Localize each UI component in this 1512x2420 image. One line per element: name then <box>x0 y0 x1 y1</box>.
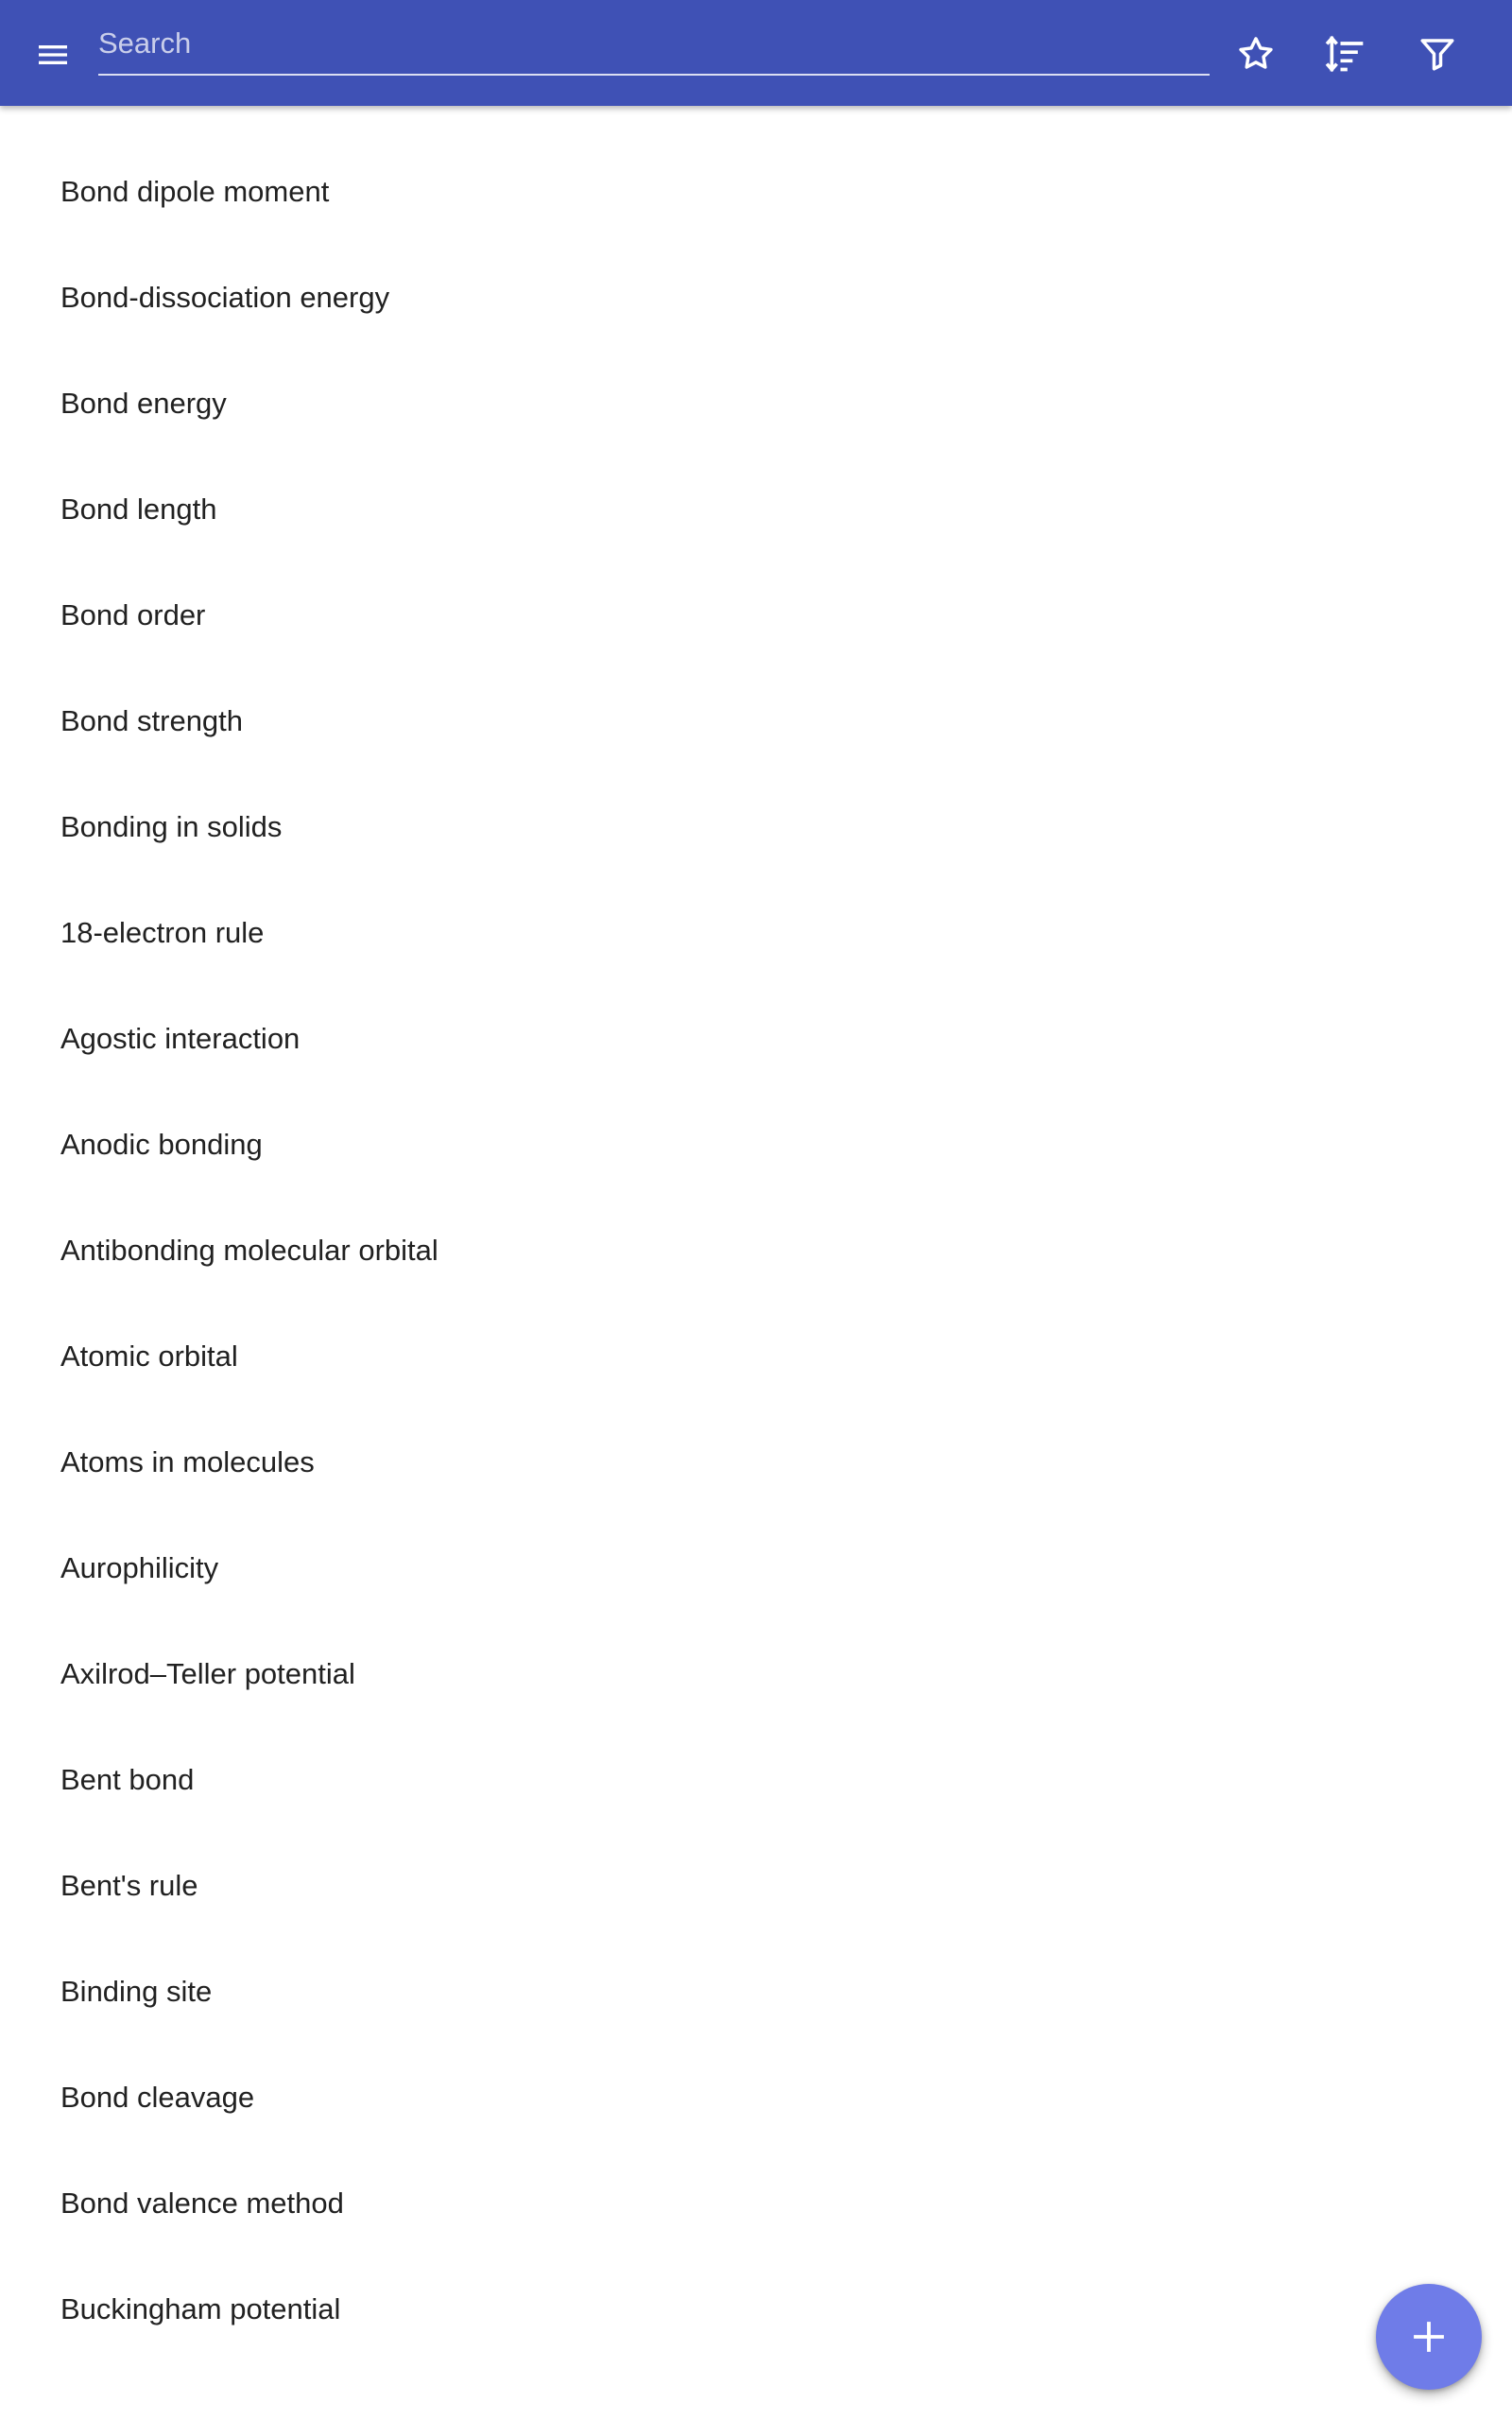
term-list-item[interactable]: Bond cleavage <box>60 2080 255 2114</box>
favorites-button[interactable] <box>1227 25 1285 83</box>
term-list-item[interactable]: Axilrod–Teller potential <box>60 1656 355 1690</box>
star-outline-icon <box>1236 34 1276 74</box>
term-list-item[interactable]: Anodic bonding <box>60 1127 263 1161</box>
term-list-item[interactable]: Bond order <box>60 597 206 631</box>
term-list-item[interactable]: Atomic orbital <box>60 1339 238 1373</box>
menu-icon <box>34 36 72 74</box>
term-list-item[interactable]: Bond strength <box>60 703 244 737</box>
filter-icon <box>1418 34 1457 74</box>
add-icon <box>1409 2317 1449 2357</box>
term-list-item[interactable]: Bond dipole moment <box>60 174 330 208</box>
app-bar <box>0 0 1512 106</box>
menu-button[interactable] <box>26 28 79 81</box>
term-list-item[interactable]: Buckingham potential <box>60 2291 341 2325</box>
term-list-item[interactable]: Bent bond <box>60 1762 195 1796</box>
filter-button[interactable] <box>1408 25 1467 83</box>
term-list-item[interactable]: Bond valence method <box>60 2186 344 2220</box>
term-list-item[interactable]: Atoms in molecules <box>60 1444 315 1478</box>
term-list-item[interactable]: Bond energy <box>60 386 227 420</box>
term-list-item[interactable]: Bond length <box>60 492 217 526</box>
term-list-item[interactable]: Agostic interaction <box>60 1021 301 1055</box>
add-term-button[interactable] <box>1376 2284 1482 2390</box>
term-list <box>0 138 1512 2361</box>
term-list-item[interactable]: Antibonding molecular orbital <box>60 1233 438 1267</box>
term-list-item[interactable]: Binding site <box>60 1974 213 2008</box>
sort-icon <box>1325 33 1366 75</box>
term-list-item[interactable]: Aurophilicity <box>60 1550 219 1584</box>
search-input[interactable] <box>98 17 1210 76</box>
term-list-item[interactable]: 18-electron rule <box>60 915 265 949</box>
term-list-item[interactable]: Bonding in solids <box>60 809 283 843</box>
term-list-item[interactable]: Bond-dissociation energy <box>60 280 390 314</box>
term-list-item[interactable]: Bent's rule <box>60 1868 198 1902</box>
sort-button[interactable] <box>1316 25 1375 83</box>
